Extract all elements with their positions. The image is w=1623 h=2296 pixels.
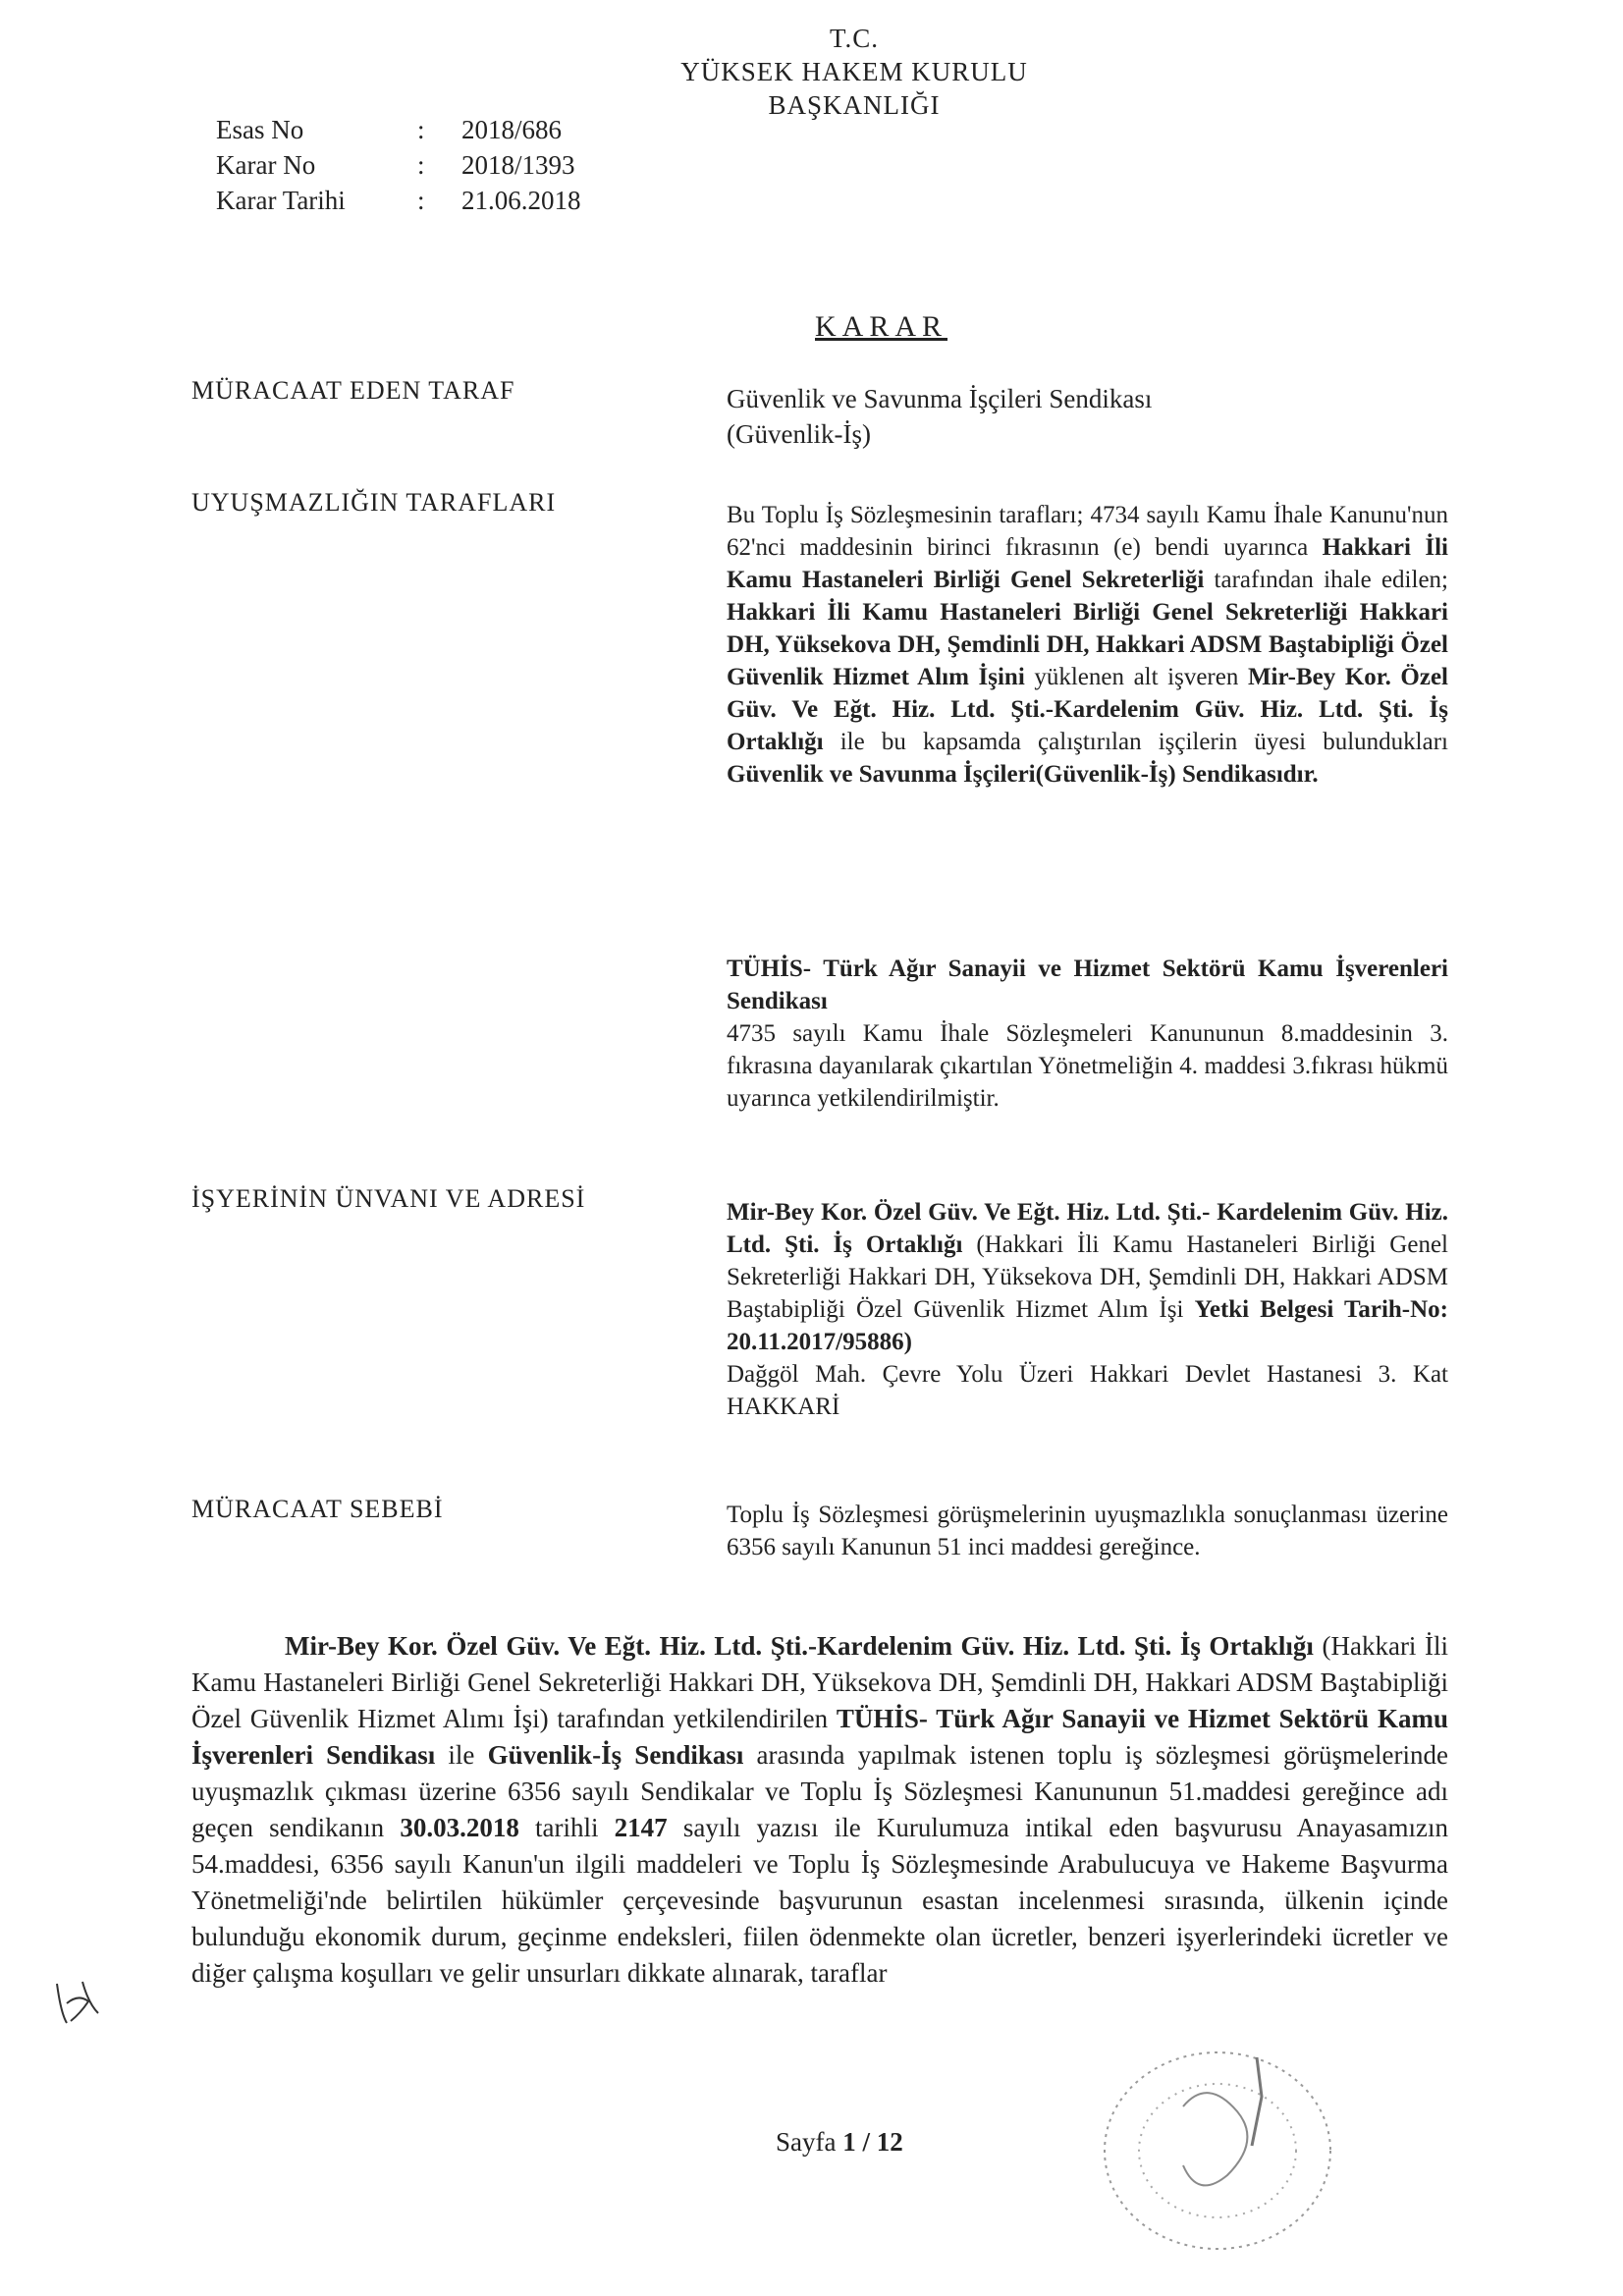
karar-label: Karar No bbox=[216, 150, 316, 180]
parties-paragraph-1 bbox=[727, 499, 1448, 791]
body-bold: 30.03.2018 bbox=[400, 1813, 519, 1842]
employer-union-bold: TÜHİS- Türk Ağır Sanayii ve Hizmet Sektörü Kamu İşverenleri Sendikası bbox=[727, 956, 1448, 1014]
reason-label: MÜRACAAT SEBEBİ bbox=[191, 1495, 444, 1523]
workplace-text: (Hakkari İli Kamu Hastaneleri Birliği Genel Sekreterliği Hakkari DH, Yüksekova DH, Şemdinli DH, Hakkari ADSM Baştabipliği Özel Güvenlik Hizmet Alım İşi bbox=[727, 1231, 1448, 1323]
workplace-bold: Yetki Belgesi Tarih-No: 20.11.2017/95886) bbox=[727, 1296, 1449, 1355]
case-meta bbox=[216, 112, 581, 218]
reason-text: Toplu İş Sözleşmesi görüşmelerinin uyuşmazlıkla sonuçlanması üzerine 6356 sayılı Kanunun 51 inci maddesi gereğince. bbox=[727, 1502, 1448, 1560]
employer-union-name bbox=[727, 953, 1448, 1017]
workplace-label: İŞYERİNİN ÜNVANI VE ADRESİ bbox=[191, 1184, 586, 1213]
page-prefix: Sayfa bbox=[776, 2127, 843, 2157]
body-text: (Hakkari İli Kamu Hastaneleri Birliği Genel Sekreterliği Hakkari DH, Yüksekova DH, Şemdinli DH, Hakkari ADSM Baştabipliği Özel Güvenlik Hizmet Alımı İşi) tarafından yetkilendirilen bbox=[191, 1631, 1448, 1733]
tarih-value: 21.06.2018 bbox=[461, 186, 581, 215]
body-bold: Güvenlik-İş Sendikası bbox=[487, 1740, 744, 1770]
colon: : bbox=[417, 150, 425, 180]
parties-bold: Güvenlik ve Savunma İşçileri(Güvenlik-İş) Sendikasıdır. bbox=[727, 761, 1319, 788]
esas-value: 2018/686 bbox=[461, 115, 563, 144]
body-bold: Mir-Bey Kor. Özel Güv. Ve Eğt. Hiz. Ltd. Şti.-Kardelenim Güv. Hiz. Ltd. Şti. İş Ortaklığı bbox=[285, 1631, 1314, 1661]
applicant-name: Güvenlik ve Savunma İşçileri Sendikası bbox=[727, 384, 1153, 413]
page-number: 1 / 12 bbox=[842, 2127, 903, 2157]
document-title: KARAR bbox=[815, 310, 948, 343]
parties-text: yüklenen alt işveren bbox=[1024, 664, 1248, 690]
official-stamp-icon bbox=[1090, 2038, 1345, 2264]
page-footer bbox=[776, 2127, 903, 2158]
applicant-label: MÜRACAAT EDEN TARAF bbox=[191, 376, 515, 405]
body-text: arasında yapılmak istenen toplu iş sözleşmesi görüşmelerinde uyuşmazlık çıkması üzerine 6356 sayılı Sendikalar ve Toplu İş Sözleşmesi Kanununun 51.maddesi gereğince adı geçen sendikanın bbox=[191, 1740, 1448, 1842]
parties-paragraph-2 bbox=[727, 953, 1448, 1115]
parties-label: UYUŞMAZLIĞIN TARAFLARI bbox=[191, 488, 557, 517]
applicant-value bbox=[727, 381, 1448, 452]
header-institution: YÜKSEK HAKEM KURULU bbox=[680, 57, 1028, 86]
parties-bold: Hakkari İli Kamu Hastaneleri Birliği Genel Sekreterliği Hakkari DH, Yüksekova DH, Şemdinli DH, Hakkari ADSM Baştabipliği Özel Güvenlik Hizmet Alım İşini bbox=[727, 599, 1448, 690]
body-text: sayılı yazısı ile Kurulumuza intikal eden başvurusu Anayasamızın 54.maddesi, 6356 sayılı Kanun'un ilgili maddeleri ve Toplu İş Sözleşmesinde Arabulucuya ve Hakeme Başvurma Yönetmeliği'nde belirtilen hükümler çerçevesinde başvurunun esastan incelenmesi sırasında, ülkenin içinde bulunduğu ekonomik durum, geçinme endeksleri, fiilen ödenmekte olan ücretler, benzeri işyerlerindeki ücretler ve diğer çalışma koşulları ve gelir unsurları dikkate alınarak, taraflar bbox=[191, 1813, 1448, 1988]
karar-value: 2018/1393 bbox=[461, 150, 575, 180]
margin-initial-icon bbox=[49, 1974, 108, 2033]
parties-bold: Hakkari İli Kamu Hastaneleri Birliği Genel Sekreterliği bbox=[727, 534, 1448, 593]
body-bold: TÜHİS- Türk Ağır Sanayii ve Hizmet Sektörü Kamu İşverenleri Sendikası bbox=[191, 1704, 1448, 1770]
body-text: tarihli bbox=[518, 1813, 615, 1842]
header-presidency: BAŞKANLIĞI bbox=[768, 90, 941, 120]
karar-row bbox=[216, 147, 581, 183]
parties-text: Bu Toplu İş Sözleşmesinin tarafları; 4734 sayılı Kamu İhale Kanunu'nun 62'nci maddesinin birinci fıkrasının (e) bendi uyarınca bbox=[727, 502, 1448, 561]
parties-text: ile bu kapsamda çalıştırılan işçilerin üyesi bulundukları bbox=[823, 729, 1448, 755]
parties-text: tarafından ihale edilen; bbox=[1204, 567, 1448, 593]
workplace-value bbox=[727, 1196, 1448, 1423]
applicant-short: (Güvenlik-İş) bbox=[727, 419, 871, 449]
body-paragraph bbox=[191, 1628, 1448, 1992]
colon: : bbox=[417, 186, 425, 215]
tarih-label: Karar Tarihi bbox=[216, 186, 346, 215]
body-bold: 2147 bbox=[614, 1813, 668, 1842]
employer-union-text: 4735 sayılı Kamu İhale Sözleşmeleri Kanununun 8.maddesinin 3. fıkrasına dayanılarak çıkartılan Yönetmeliğin 4. maddesi 3.fıkrası hükmü uyarınca yetkilendirilmiştir. bbox=[727, 1020, 1448, 1112]
esas-label: Esas No bbox=[216, 115, 304, 144]
workplace-bold: Mir-Bey Kor. Özel Güv. Ve Eğt. Hiz. Ltd. Şti.- Kardelenim Güv. Hiz. Ltd. Şti. İş Ortaklığı bbox=[727, 1199, 1448, 1258]
body-text: ile bbox=[435, 1740, 488, 1770]
esas-row bbox=[216, 112, 581, 147]
header-tc: T.C. bbox=[830, 24, 879, 53]
parties-bold: Mir-Bey Kor. Özel Güv. Ve Eğt. Hiz. Ltd. Şti.-Kardelenim Güv. Hiz. Ltd. Şti. İş Ortaklığı bbox=[727, 664, 1448, 755]
workplace-address: Dağgöl Mah. Çevre Yolu Üzeri Hakkari Devlet Hastanesi 3. Kat HAKKARİ bbox=[727, 1361, 1448, 1420]
tarih-row bbox=[216, 183, 581, 218]
colon: : bbox=[417, 115, 425, 144]
